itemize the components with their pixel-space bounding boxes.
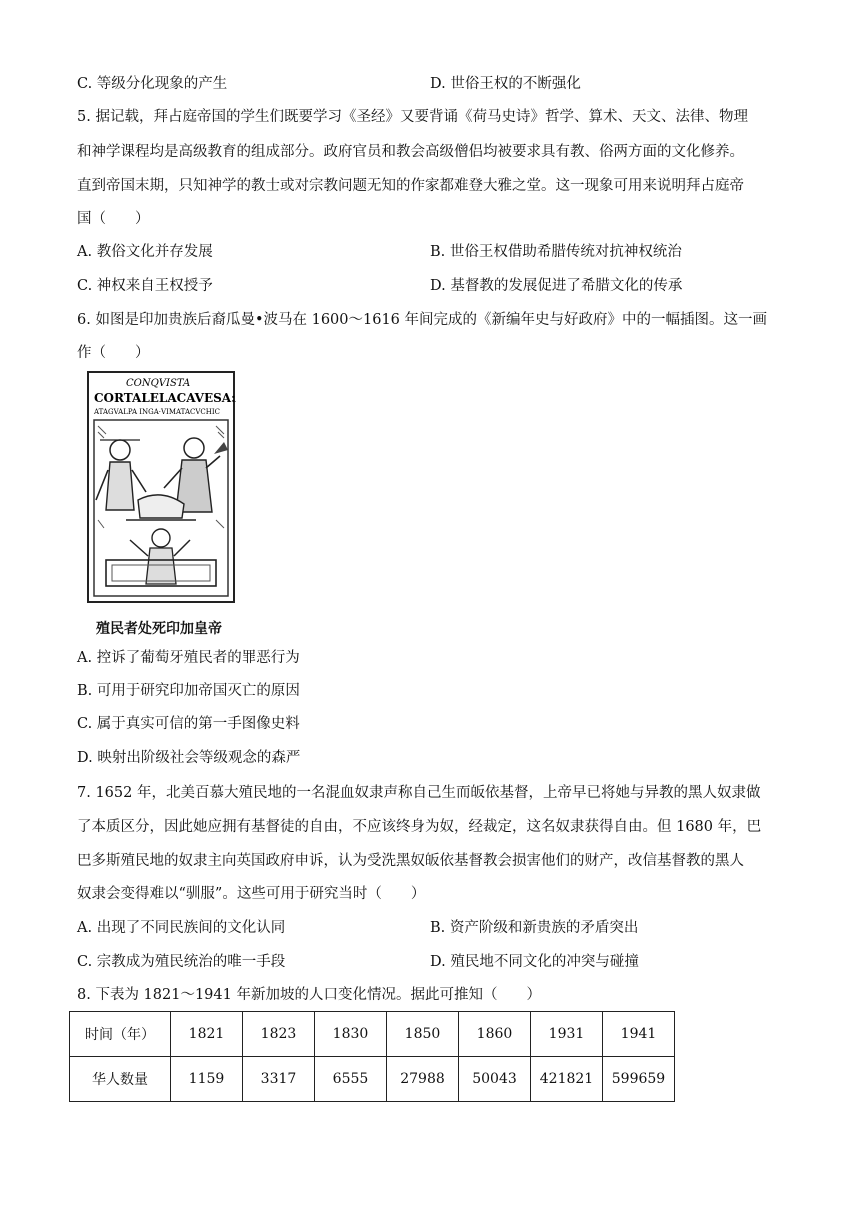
q6-option-c: C. 属于真实可信的第一手图像史料 <box>77 716 300 732</box>
q5-stem-line-3: 直到帝国末期，只知神学的教士或对宗教问题无知的作家都难登大雅之堂。这一现象可用来说明拜占庭帝 <box>77 178 744 194</box>
q5-option-b: B. 世俗王权借助希腊传统对抗神权统治 <box>430 244 682 260</box>
table-cell-year: 1823 <box>243 1012 315 1057</box>
table-cell-count: 50043 <box>459 1057 531 1102</box>
q7-stem-line-2: 了本质区分，因此她应拥有基督徒的自由，不应该终身为奴，经裁定，这名奴隶获得自由。但 1680 年，巴 <box>77 819 762 835</box>
table-header-time: 时间（年） <box>70 1012 171 1057</box>
q6-option-a: A. 控诉了葡萄牙殖民者的罪恶行为 <box>77 650 300 666</box>
q6-option-d: D. 映射出阶级社会等级观念的森严 <box>77 750 301 766</box>
table-cell-year: 1821 <box>171 1012 243 1057</box>
q5-stem-line-1: 5. 据记载，拜占庭帝国的学生们既要学习《圣经》又要背诵《荷马史诗》哲学、算术、天文、法律、物理 <box>77 109 748 125</box>
q5-option-d: D. 基督教的发展促进了希腊文化的传承 <box>430 278 683 294</box>
q7-stem-line-1: 7. 1652 年，北美百慕大殖民地的一名混血奴隶声称自己生而皈依基督，上帝早已将她与异教的黑人奴隶做 <box>77 785 761 801</box>
q4-option-c: C. 等级分化现象的产生 <box>77 76 228 92</box>
q6-stem-line-2: 作（ ） <box>77 345 150 361</box>
figure-title-line-3: ATAGVALPA INGA·VIMATACVCHIC <box>94 408 220 416</box>
q5-stem-line-2: 和神学课程均是高级教育的组成部分。政府官员和教会高级僧侣均被要求具有教、俗两方面的文化修养。 <box>77 144 744 160</box>
table-cell-count: 6555 <box>315 1057 387 1102</box>
q7-stem-line-3: 巴多斯殖民地的奴隶主向英国政府申诉，认为受洗黑奴皈依基督教会损害他们的财产，改信基督教的黑人 <box>77 853 744 869</box>
q4-option-d: D. 世俗王权的不断强化 <box>430 76 581 92</box>
q6-option-b: B. 可用于研究印加帝国灭亡的原因 <box>77 683 300 699</box>
q7-option-d: D. 殖民地不同文化的冲突与碰撞 <box>430 954 639 970</box>
table-cell-year: 1941 <box>603 1012 675 1057</box>
table-header-chinese-population: 华人数量 <box>70 1057 171 1102</box>
table-cell-year: 1850 <box>387 1012 459 1057</box>
table-cell-count: 3317 <box>243 1057 315 1102</box>
table-row-years <box>70 1012 675 1057</box>
q5-option-c: C. 神权来自王权授予 <box>77 278 213 294</box>
table-cell-count: 599659 <box>603 1057 675 1102</box>
population-table <box>69 1011 675 1102</box>
table-cell-year: 1931 <box>531 1012 603 1057</box>
table-cell-count: 421821 <box>531 1057 603 1102</box>
q5-stem-line-4: 国（ ） <box>77 211 150 227</box>
table-cell-year: 1830 <box>315 1012 387 1057</box>
woodcut-illustration <box>86 370 236 608</box>
q7-option-a: A. 出现了不同民族间的文化认同 <box>77 920 286 936</box>
table-cell-count: 1159 <box>171 1057 243 1102</box>
q7-option-b: B. 资产阶级和新贵族的矛盾突出 <box>430 920 639 936</box>
q6-stem-line-1: 6. 如图是印加贵族后裔瓜曼•波马在 1600～1616 年间完成的《新编年史与好政府》中的一幅插图。这一画 <box>77 312 768 328</box>
q7-stem-line-4: 奴隶会变得难以“驯服”。这些可用于研究当时（ ） <box>77 886 426 902</box>
colonial-illustration-figure <box>86 370 236 608</box>
q7-option-c: C. 宗教成为殖民统治的唯一手段 <box>77 954 286 970</box>
table-cell-count: 27988 <box>387 1057 459 1102</box>
q5-option-a: A. 教俗文化并存发展 <box>77 244 213 260</box>
figure-title-line-1: CONQVISTA <box>126 378 191 389</box>
table-cell-year: 1860 <box>459 1012 531 1057</box>
table-row-counts <box>70 1057 675 1102</box>
figure-caption: 殖民者处死印加皇帝 <box>96 621 222 637</box>
figure-title-line-2: CORTALELACAVESA:A <box>94 391 236 405</box>
q8-stem: 8. 下表为 1821～1941 年新加坡的人口变化情况。据此可推知（ ） <box>77 987 541 1003</box>
